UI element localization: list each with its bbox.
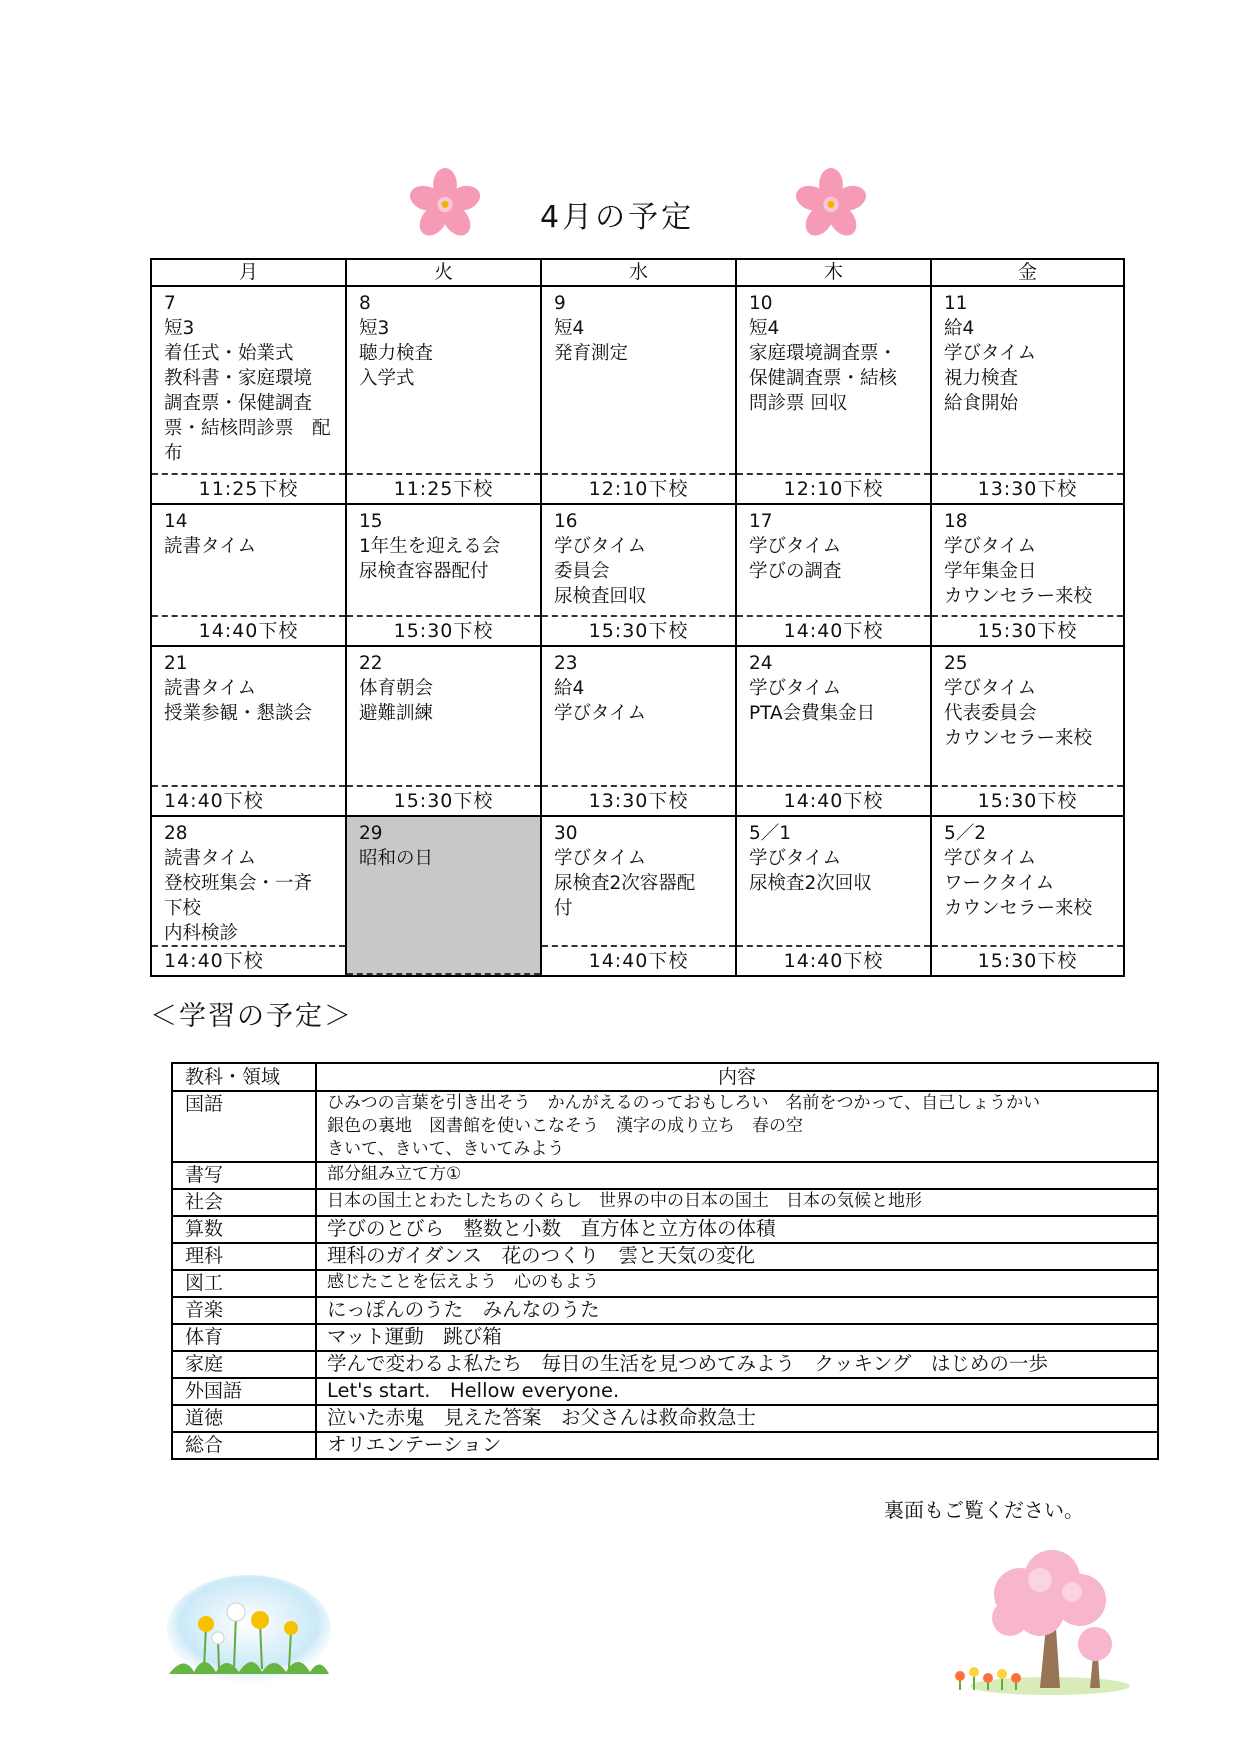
day-date: 30	[554, 823, 578, 844]
study-content-line: 日本の国土とわたしたちのくらし 世界の中の日本の国土 日本の気候と地形	[327, 1191, 922, 1211]
calendar-day-cell	[151, 504, 346, 646]
study-subject: 体育	[172, 1324, 316, 1351]
day-event: 体育朝会	[359, 678, 434, 699]
day-event: 避難訓練	[359, 703, 434, 724]
day-event: 聴力検査	[359, 343, 434, 364]
study-content-line: 銀色の裏地 図書館を使いこなそう 漢字の成り立ち 春の空	[327, 1116, 803, 1136]
study-header-row	[172, 1063, 1158, 1091]
calendar-day-cell	[346, 504, 541, 646]
weekday-header: 木	[736, 259, 931, 286]
day-date: 25	[944, 653, 968, 674]
study-content-line: オリエンテーション	[327, 1433, 502, 1456]
cherry-tree-illustration	[940, 1548, 1136, 1698]
dismissal-time: 15:30下校	[542, 615, 735, 645]
page-title: 4月の予定	[540, 200, 695, 235]
study-row	[172, 1270, 1158, 1297]
day-event: 授業参観・懇談会	[164, 703, 313, 724]
study-content-line: ひみつの言葉を引き出そう かんがえるのっておもしろい 名前をつかって、自己しょうかい	[327, 1093, 1041, 1113]
day-date: 23	[554, 653, 578, 674]
day-event: 給4	[944, 318, 975, 339]
calendar-day-cell	[541, 816, 736, 976]
study-content-line: きいて、きいて、きいてみよう	[327, 1139, 565, 1159]
day-date: 22	[359, 653, 383, 674]
calendar-day-cell	[151, 286, 346, 504]
dismissal-time: 11:25下校	[347, 473, 540, 503]
study-content-line: Let's start. Hellow everyone.	[327, 1379, 620, 1402]
dismissal-time: 12:10下校	[737, 473, 930, 503]
day-event: 票・結核問診票 配	[164, 418, 331, 439]
day-event: 付	[554, 898, 573, 919]
day-event: カウンセラー来校	[944, 898, 1093, 919]
day-event: 学びタイム	[944, 678, 1037, 699]
day-event: 内科検診	[164, 923, 239, 944]
calendar-week-row	[151, 286, 1124, 504]
calendar-day-cell	[736, 816, 931, 976]
calendar-day-cell	[736, 504, 931, 646]
day-event: 学びタイム	[749, 678, 842, 699]
calendar-day-cell	[931, 504, 1124, 646]
study-subject: 算数	[172, 1216, 316, 1243]
day-date: 17	[749, 511, 773, 532]
study-content-line: 学んで変わるよ私たち 毎日の生活を見つめてみよう クッキング はじめの一歩	[327, 1352, 1048, 1375]
study-row	[172, 1351, 1158, 1378]
weekday-header: 火	[346, 259, 541, 286]
day-event: 学びの調査	[749, 561, 842, 582]
monthly-calendar	[150, 258, 1125, 977]
calendar-day-cell	[346, 816, 541, 976]
study-content	[316, 1297, 1158, 1324]
study-content	[316, 1189, 1158, 1216]
day-event: 着任式・始業式	[164, 343, 294, 364]
calendar-week-row	[151, 504, 1124, 646]
study-content-line: 泣いた赤鬼 見えた答案 お父さんは救命救急士	[327, 1406, 757, 1429]
calendar-week-row	[151, 646, 1124, 816]
study-row	[172, 1297, 1158, 1324]
dismissal-time: 14:40下校	[737, 615, 930, 645]
day-event: PTA会費集金日	[749, 703, 876, 724]
weekday-header-row	[151, 259, 1124, 286]
study-subject: 家庭	[172, 1351, 316, 1378]
day-date: 18	[944, 511, 968, 532]
study-content	[316, 1351, 1158, 1378]
study-content-line: 部分組み立て方①	[327, 1164, 462, 1184]
day-event: 尿検査容器配付	[359, 561, 489, 582]
day-event: 学びタイム	[749, 848, 842, 869]
day-date: 10	[749, 293, 773, 314]
study-subject: 総合	[172, 1432, 316, 1459]
dismissal-time: 14:40下校	[737, 785, 930, 815]
study-subject: 図工	[172, 1270, 316, 1297]
study-row	[172, 1162, 1158, 1189]
study-subject: 国語	[172, 1091, 316, 1162]
calendar-day-cell	[346, 286, 541, 504]
study-row	[172, 1216, 1158, 1243]
day-event: 布	[164, 443, 183, 464]
day-date: 9	[554, 293, 566, 314]
study-content	[316, 1216, 1158, 1243]
weekday-header: 月	[151, 259, 346, 286]
day-event: 教科書・家庭環境	[164, 368, 313, 389]
sakura-flower-icon	[796, 168, 866, 238]
day-event: 学びタイム	[944, 536, 1037, 557]
dismissal-time: 15:30下校	[932, 615, 1123, 645]
calendar-day-cell	[931, 816, 1124, 976]
day-event: カウンセラー来校	[944, 586, 1093, 607]
study-subject: 道徳	[172, 1405, 316, 1432]
sakura-flower-icon	[410, 168, 480, 238]
calendar-day-cell	[541, 646, 736, 816]
study-row	[172, 1243, 1158, 1270]
day-date: 5／1	[749, 823, 792, 844]
day-event: 下校	[164, 898, 202, 919]
day-event: 読書タイム	[164, 536, 257, 557]
day-date: 16	[554, 511, 578, 532]
dismissal-time: 14:40下校	[152, 615, 345, 645]
day-event: 委員会	[554, 561, 610, 582]
day-date: 7	[164, 293, 176, 314]
study-row	[172, 1378, 1158, 1405]
see-back-note: 裏面もご覧ください。	[884, 1498, 1084, 1522]
study-row	[172, 1189, 1158, 1216]
study-content-line: にっぽんのうた みんなのうた	[327, 1298, 600, 1321]
day-event: ワークタイム	[944, 873, 1055, 894]
weekday-header: 金	[931, 259, 1124, 286]
study-content	[316, 1091, 1158, 1162]
study-subject: 音楽	[172, 1297, 316, 1324]
calendar-day-cell	[151, 816, 346, 976]
day-event: 尿検査2次容器配	[554, 873, 696, 894]
dismissal-time: 12:10下校	[542, 473, 735, 503]
day-event: 短4	[749, 318, 780, 339]
day-event: 昭和の日	[359, 848, 434, 869]
study-subject: 外国語	[172, 1378, 316, 1405]
day-event: 学びタイム	[944, 848, 1037, 869]
dismissal-time: 15:30下校	[932, 945, 1123, 975]
day-event: 1年生を迎える会	[359, 536, 501, 557]
day-event: 保健調査票・結核	[749, 368, 898, 389]
calendar-day-cell	[151, 646, 346, 816]
day-event: 短3	[164, 318, 195, 339]
day-date: 28	[164, 823, 188, 844]
dismissal-time: 13:30下校	[932, 473, 1123, 503]
day-event: 尿検査2次回収	[749, 873, 872, 894]
day-date: 5／2	[944, 823, 987, 844]
day-date: 11	[944, 293, 968, 314]
study-content	[316, 1162, 1158, 1189]
dismissal-time: 15:30下校	[932, 785, 1123, 815]
study-subject: 理科	[172, 1243, 316, 1270]
study-row	[172, 1091, 1158, 1162]
study-content-line: 学びのとびら 整数と小数 直方体と立方体の体積	[327, 1217, 776, 1240]
day-event: 読書タイム	[164, 678, 257, 699]
calendar-day-cell	[931, 286, 1124, 504]
day-date: 8	[359, 293, 371, 314]
day-date: 29	[359, 823, 383, 844]
day-event: 発育測定	[554, 343, 629, 364]
spring-flowers-illustration	[164, 1574, 334, 1684]
day-event: 家庭環境調査票・	[749, 343, 898, 364]
day-event: 学年集金日	[944, 561, 1037, 582]
calendar-day-cell	[736, 286, 931, 504]
study-content	[316, 1270, 1158, 1297]
calendar-week-row	[151, 816, 1124, 976]
study-content-line: 感じたことを伝えよう 心のもよう	[327, 1272, 599, 1292]
day-date: 21	[164, 653, 188, 674]
study-row	[172, 1432, 1158, 1459]
day-event: 代表委員会	[944, 703, 1037, 724]
day-event: 給4	[554, 678, 585, 699]
study-content	[316, 1243, 1158, 1270]
calendar-day-cell	[346, 646, 541, 816]
dismissal-time: 15:30下校	[347, 615, 540, 645]
content-column-header: 内容	[316, 1063, 1158, 1091]
study-content	[316, 1432, 1158, 1459]
day-event: 短3	[359, 318, 390, 339]
study-row	[172, 1405, 1158, 1432]
calendar-day-cell	[541, 504, 736, 646]
dismissal-time: 11:25下校	[152, 473, 345, 503]
dismissal-time: 14:40下校	[737, 945, 930, 975]
dismissal-time: 13:30下校	[542, 785, 735, 815]
dismissal-time: 14:40下校	[152, 945, 345, 975]
day-event: 短4	[554, 318, 585, 339]
day-date: 15	[359, 511, 383, 532]
calendar-day-cell	[931, 646, 1124, 816]
subject-column-header: 教科・領域	[172, 1063, 316, 1091]
day-event: カウンセラー来校	[944, 728, 1093, 749]
calendar-day-cell	[541, 286, 736, 504]
study-subject: 書写	[172, 1162, 316, 1189]
day-event: 学びタイム	[554, 536, 647, 557]
day-event: 給食開始	[944, 393, 1019, 414]
study-subject: 社会	[172, 1189, 316, 1216]
day-event: 学びタイム	[554, 703, 647, 724]
day-date: 14	[164, 511, 188, 532]
day-event: 調査票・保健調査	[164, 393, 313, 414]
dismissal-time: 14:40下校	[542, 945, 735, 975]
study-content-line: マット運動 跳び箱	[327, 1325, 502, 1348]
calendar-day-cell	[736, 646, 931, 816]
day-event: 入学式	[359, 368, 415, 389]
day-event: 問診票 回収	[749, 393, 848, 414]
day-event: 学びタイム	[944, 343, 1037, 364]
study-content	[316, 1324, 1158, 1351]
dismissal-time	[347, 973, 540, 975]
dismissal-time: 14:40下校	[152, 785, 345, 815]
study-schedule-table	[171, 1062, 1159, 1460]
study-row	[172, 1324, 1158, 1351]
day-event: 学びタイム	[554, 848, 647, 869]
weekday-header: 水	[541, 259, 736, 286]
day-event: 学びタイム	[749, 536, 842, 557]
study-content	[316, 1405, 1158, 1432]
dismissal-time: 15:30下校	[347, 785, 540, 815]
day-event: 尿検査回収	[554, 586, 647, 607]
study-content-line: 理科のガイダンス 花のつくり 雲と天気の変化	[327, 1244, 756, 1267]
day-event: 読書タイム	[164, 848, 257, 869]
day-event: 視力検査	[944, 368, 1019, 389]
day-event: 登校班集会・一斉	[164, 873, 313, 894]
study-schedule-heading: ＜学習の予定＞	[150, 1001, 353, 1032]
study-content	[316, 1378, 1158, 1405]
day-date: 24	[749, 653, 773, 674]
